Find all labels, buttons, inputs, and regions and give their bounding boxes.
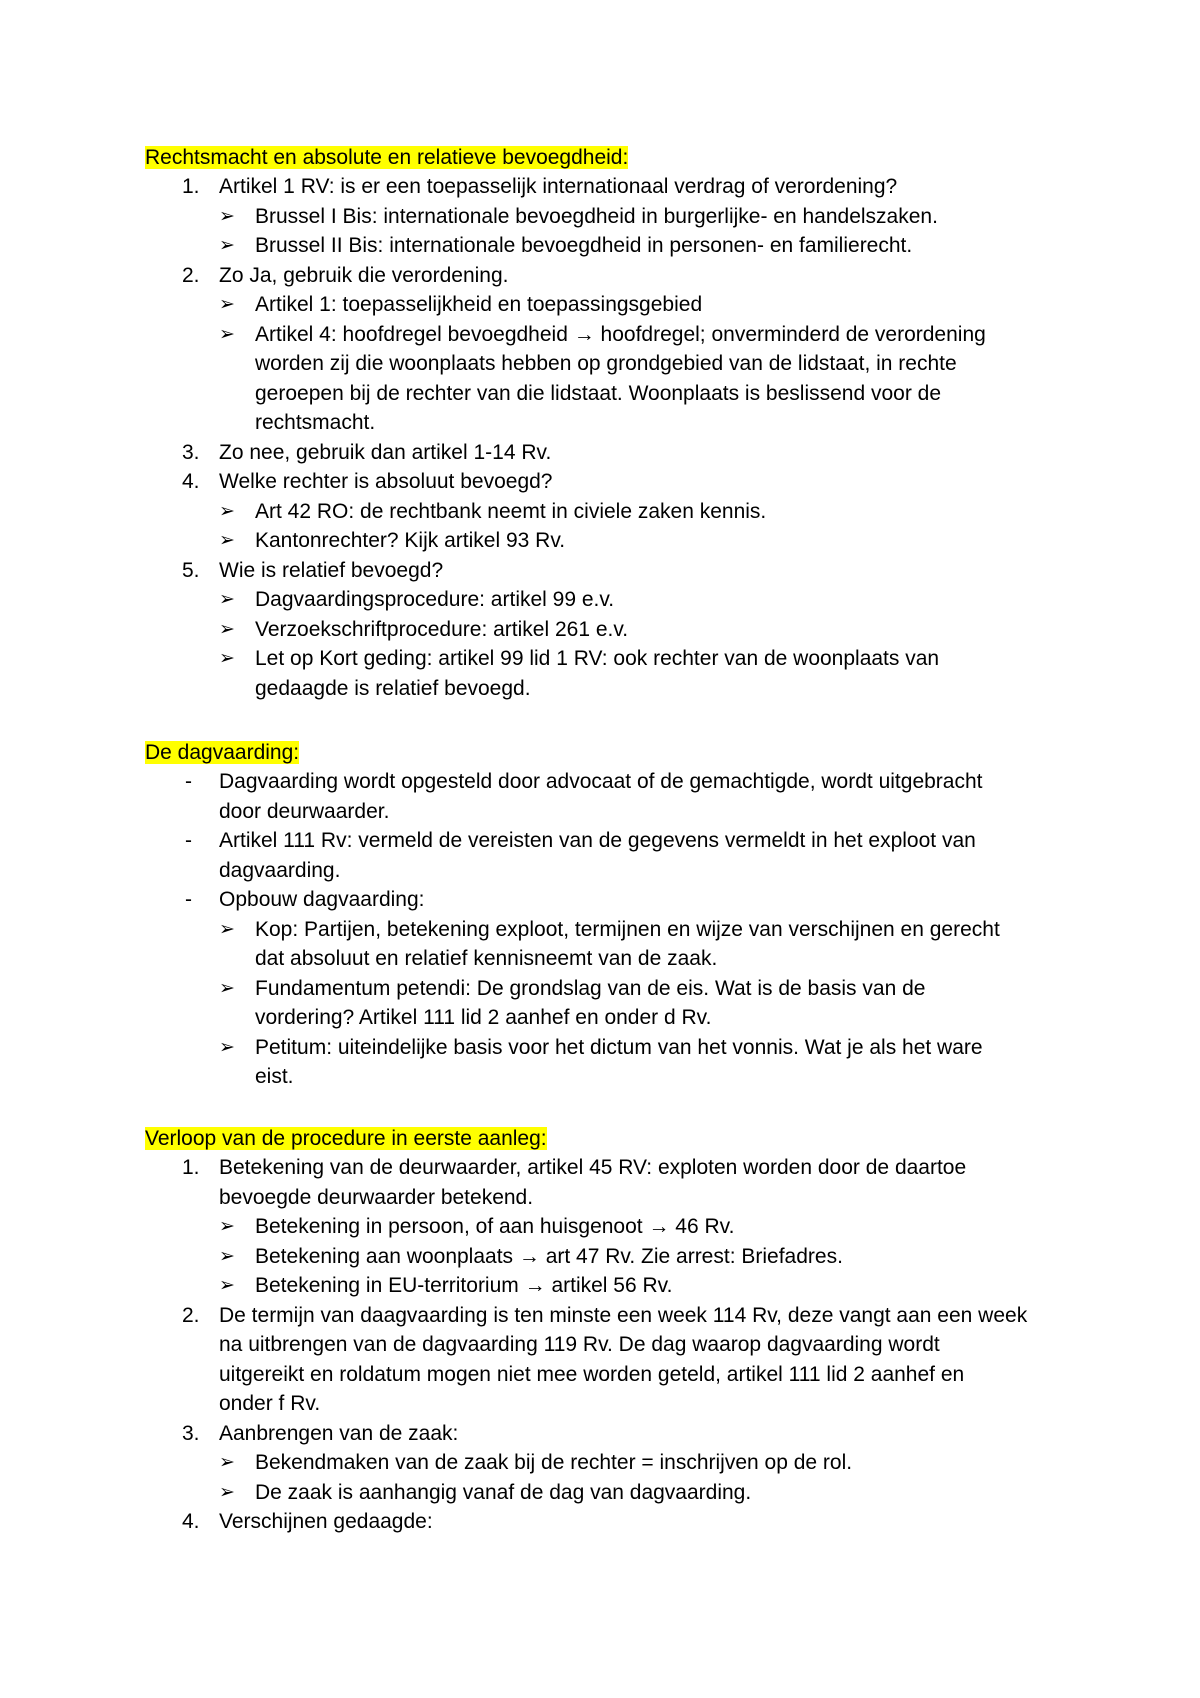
list-item-line: [145, 438, 1075, 468]
list-item-text: uitgereikt en roldatum mogen niet mee worden geteld, artikel 111 lid 2 aanhef en: [219, 1362, 965, 1386]
sub-item-line: [145, 1033, 1075, 1063]
sub-item-line: [145, 320, 1075, 350]
list-item-line: [145, 467, 1075, 497]
sub-item-text: geroepen bij de rechter van die lidstaat. Woonplaats is beslissend voor de: [255, 381, 942, 405]
arrow-bullet-icon: ➢: [219, 323, 235, 345]
sub-item-text: Brussel II Bis: internationale bevoegdheid in personen- en familierecht.: [255, 234, 913, 257]
list-item: [145, 172, 1075, 261]
section-heading-text: Verloop van de procedure in eerste aanleg:: [145, 1127, 547, 1150]
sub-item-line: [145, 1448, 1075, 1478]
sub-item-text: worden zij die woonplaats hebben op grondgebied van de lidstaat, in rechte: [255, 352, 957, 375]
arrow-bullet-icon: ➢: [219, 918, 235, 940]
arrow-bullet-icon: ➢: [219, 1216, 235, 1237]
arrow-bullet-icon: ➢: [219, 1245, 235, 1267]
list-item-line: [145, 1419, 1075, 1449]
sub-item-text: Kop: Partijen, betekening exploot, termijnen en wijze van verschijnen en gerecht: [255, 917, 1000, 941]
sub-item-line: [145, 497, 1075, 527]
sub-item-text: Art 42 RO: de rechtbank neemt in civiele zaken kennis.: [255, 499, 767, 523]
sub-item-line: [145, 585, 1075, 615]
sub-item-text: Betekening in persoon, of aan huisgenoot → 46 Rv.: [255, 1215, 735, 1238]
sub-item-line: [145, 1003, 1075, 1033]
sub-item-text: Let op Kort geding: artikel 99 lid 1 RV: ook rechter van de woonplaats van: [255, 647, 940, 670]
sub-item-text: Betekening aan woonplaats → art 47 Rv. Zie arrest: Briefadres.: [255, 1244, 843, 1268]
list-item-text: Artikel 1 RV: is er een toepasselijk internationaal verdrag of verordening?: [219, 175, 898, 198]
list-item-text: Zo Ja, gebruik die verordening.: [219, 263, 509, 287]
list-item-line: [145, 1389, 1075, 1419]
sub-item-line: [145, 674, 1075, 704]
list-item: [145, 556, 1075, 704]
list-item-text: onder f Rv.: [219, 1392, 321, 1415]
arrow-bullet-icon: ➢: [219, 500, 235, 522]
list-item-line: [145, 1330, 1075, 1360]
list-number: 4.: [182, 1510, 200, 1533]
list-item-line: [145, 1507, 1075, 1537]
section-procedure-first-instance: [145, 1124, 1075, 1537]
section-summons: [145, 738, 1075, 1092]
list-item-text: Welke rechter is absoluut bevoegd?: [219, 470, 553, 493]
sub-item-text: Brussel I Bis: internationale bevoegdheid in burgerlijke- en handelszaken.: [255, 204, 938, 228]
sub-item-text: De zaak is aanhangig vanaf de dag van dagvaarding.: [255, 1480, 752, 1504]
sub-item-line: [145, 974, 1075, 1004]
list-item-text: dagvaarding.: [219, 858, 341, 882]
sub-item-line: [145, 1478, 1075, 1508]
list-item-line: [145, 1183, 1075, 1213]
arrow-bullet-icon: ➢: [219, 618, 235, 640]
list-number: 1.: [182, 175, 200, 198]
arrow-bullet-icon: ➢: [219, 977, 235, 999]
sub-item-line: [145, 290, 1075, 320]
list-number: 2.: [182, 263, 200, 287]
section-jurisdiction: [145, 143, 1075, 703]
arrow-bullet-icon: ➢: [219, 530, 235, 551]
arrow-bullet-icon: ➢: [219, 589, 235, 610]
sub-item-text: dat absoluut en relatief kennisneemt van de zaak.: [255, 947, 718, 970]
list-item-text: Zo nee, gebruik dan artikel 1-14 Rv.: [219, 440, 552, 464]
list-item-line: [145, 1153, 1075, 1183]
list-item-text: Dagvaarding wordt opgesteld door advocaat of de gemachtigde, wordt uitgebracht: [219, 770, 983, 793]
sub-item-line: [145, 1062, 1075, 1092]
sub-item-text: Betekening in EU-territorium → artikel 56 Rv.: [255, 1274, 673, 1297]
sub-item-line: [145, 615, 1075, 645]
sub-item-line: [145, 408, 1075, 438]
sub-item-text: Fundamentum petendi: De grondslag van de eis. Wat is de basis van de: [255, 976, 926, 1000]
list-item-text: bevoegde deurwaarder betekend.: [219, 1185, 534, 1209]
sub-item-text: Verzoekschriftprocedure: artikel 261 e.v.: [255, 617, 629, 641]
arrow-bullet-icon: ➢: [219, 1275, 235, 1296]
list-item-text: door deurwaarder.: [219, 799, 390, 823]
list-item: [145, 885, 1075, 1092]
sub-item-line: [145, 644, 1075, 674]
arrow-bullet-icon: ➢: [219, 235, 235, 256]
arrow-bullet-icon: ➢: [219, 648, 235, 669]
sub-item-line: [145, 944, 1075, 974]
list-item: [145, 467, 1075, 556]
sub-item-line: [145, 1271, 1075, 1301]
section-heading-text: Rechtsmacht en absolute en relatieve bevoegdheid:: [145, 146, 629, 169]
list-number: 3.: [182, 440, 200, 464]
list-item-line: [145, 826, 1075, 856]
list-item: [145, 1507, 1075, 1537]
list-item-text: Aanbrengen van de zaak:: [219, 1421, 459, 1445]
list-item: [145, 438, 1075, 468]
sub-item-line: [145, 915, 1075, 945]
sub-item-line: [145, 349, 1075, 379]
list-number: 5.: [182, 558, 200, 582]
arrow-bullet-icon: ➢: [219, 1452, 235, 1473]
section-heading-text: De dagvaarding:: [145, 741, 300, 764]
list-item-line: [145, 1301, 1075, 1331]
section-heading: [145, 143, 1075, 172]
sub-item-text: Bekendmaken van de zaak bij de rechter = inschrijven op de rol.: [255, 1451, 853, 1474]
list-item-line: [145, 767, 1075, 797]
sub-item-text: Petitum: uiteindelijke basis voor het dictum van het vonnis. Wat je als het ware: [255, 1035, 983, 1059]
sub-item-line: [145, 526, 1075, 556]
list-item-line: [145, 1360, 1075, 1390]
sub-item-text: gedaagde is relatief bevoegd.: [255, 676, 531, 700]
sub-item-line: [145, 231, 1075, 261]
arrow-bullet-icon: ➢: [219, 294, 235, 315]
list-item-text: Betekening van de deurwaarder, artikel 45 RV: exploten worden door de daartoe: [219, 1156, 967, 1179]
list-item-line: [145, 856, 1075, 886]
sub-item-line: [145, 379, 1075, 409]
list-number: 3.: [182, 1421, 200, 1445]
list-item-line: [145, 556, 1075, 586]
sub-item-text: Artikel 1: toepasselijkheid en toepassingsgebied: [255, 293, 703, 316]
sub-item-text: Artikel 4: hoofdregel bevoegdheid → hoofdregel; onverminderd de verordening: [255, 322, 986, 346]
list-item-text: De termijn van daagvaarding is ten minste een week 114 Rv, deze vangt aan een week: [219, 1303, 1028, 1327]
list-item: [145, 1419, 1075, 1508]
list-item-text: Artikel 111 Rv: vermeld de vereisten van de gegevens vermeldt in het exploot van: [219, 829, 976, 852]
section-heading: [145, 1124, 1075, 1153]
list-item: [145, 1301, 1075, 1419]
list-item-text: Verschijnen gedaagde:: [219, 1510, 433, 1533]
sub-item-text: Kantonrechter? Kijk artikel 93 Rv.: [255, 529, 566, 552]
list-item: [145, 1153, 1075, 1301]
list-item-line: [145, 797, 1075, 827]
list-item-text: Wie is relatief bevoegd?: [219, 558, 444, 582]
list-number: 4.: [182, 470, 200, 493]
list-number: 1.: [182, 1156, 200, 1179]
list-item-line: [145, 261, 1075, 291]
sub-item-line: [145, 202, 1075, 232]
dash-bullet: -: [185, 770, 192, 793]
list-item: [145, 826, 1075, 885]
list-number: 2.: [182, 1303, 200, 1327]
list-item-line: [145, 172, 1075, 202]
list-item-text: na uitbrengen van de dagvaarding 119 Rv. De dag waarop dagvaarding wordt: [219, 1333, 940, 1356]
sub-item-line: [145, 1242, 1075, 1272]
dash-bullet: -: [185, 829, 192, 852]
list-item-line: [145, 885, 1075, 915]
sub-item-line: [145, 1212, 1075, 1242]
section-heading: [145, 738, 1075, 767]
list-item: [145, 767, 1075, 826]
list-item: [145, 261, 1075, 438]
sub-item-text: vordering? Artikel 111 lid 2 aanhef en onder d Rv.: [255, 1006, 712, 1029]
dash-bullet: -: [185, 888, 192, 911]
sub-item-text: eist.: [255, 1065, 294, 1088]
sub-item-text: Dagvaardingsprocedure: artikel 99 e.v.: [255, 588, 615, 611]
sub-item-text: rechtsmacht.: [255, 411, 376, 434]
arrow-bullet-icon: ➢: [219, 1036, 235, 1058]
list-item-text: Opbouw dagvaarding:: [219, 888, 425, 911]
arrow-bullet-icon: ➢: [219, 205, 235, 227]
arrow-bullet-icon: ➢: [219, 1481, 235, 1503]
